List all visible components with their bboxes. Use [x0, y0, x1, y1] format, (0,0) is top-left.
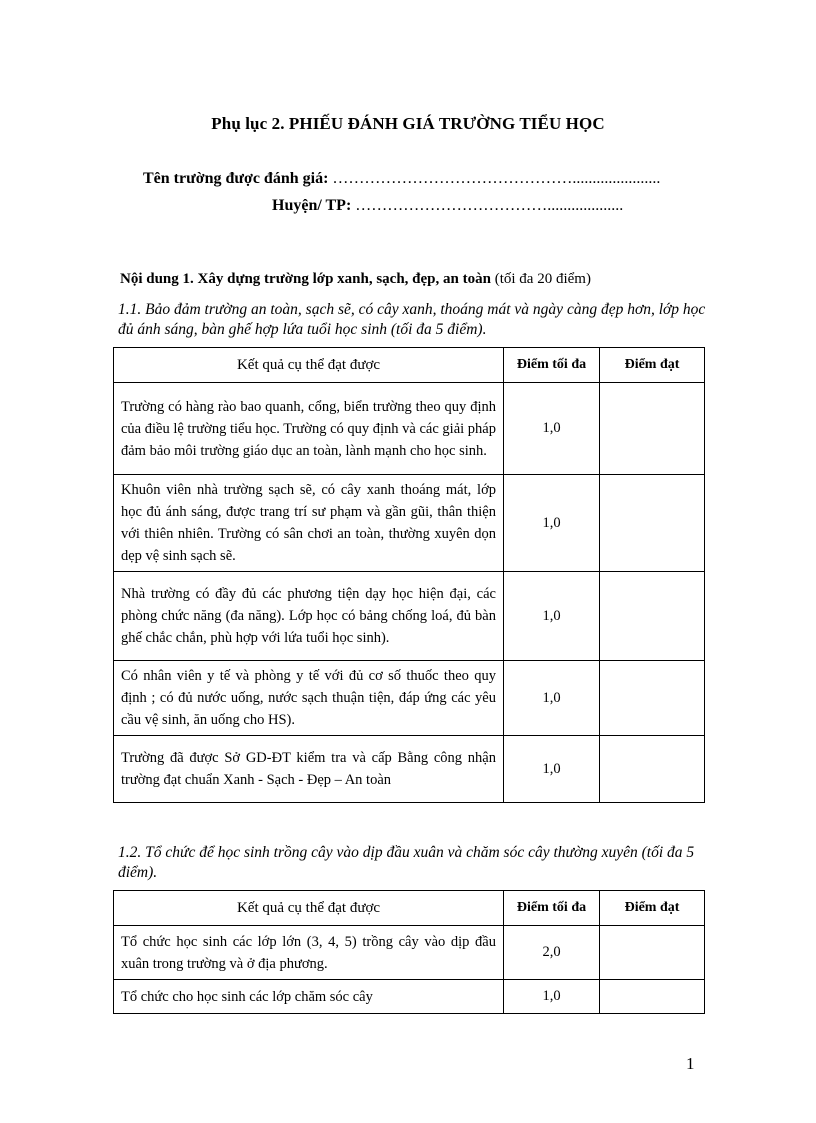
header-result: Kết quả cụ thể đạt được: [114, 891, 504, 926]
section-1-note: (tối đa 20 điểm): [494, 271, 591, 287]
achieved-score-cell[interactable]: [600, 572, 705, 661]
table-row: [114, 572, 705, 661]
section-1-title: Nội dung 1. Xây dựng trường lớp xanh, sạch, đẹp, an toàn: [120, 271, 491, 287]
table-row: [114, 736, 705, 803]
achieved-score-cell[interactable]: [600, 926, 705, 980]
criterion-text: Có nhân viên y tế và phòng y tế với đủ cơ số thuốc theo quy định ; có đủ nước uống, nước sạch thuận tiện, đáp ứng các yêu cầu vệ sinh, ăn uống cho HS).: [114, 661, 504, 736]
max-score: 1,0: [504, 980, 600, 1014]
max-score: 1,0: [504, 661, 600, 736]
school-name-line: [143, 170, 660, 188]
max-score: 1,0: [504, 736, 600, 803]
criterion-text: Trường có hàng rào bao quanh, cổng, biển trường theo quy định của điều lệ trường tiểu học. Trường có quy định và các giải pháp đảm bảo môi trường giáo dục an toàn, lành mạnh cho học sinh.: [114, 383, 504, 475]
max-score: 2,0: [504, 926, 600, 980]
table-row: [114, 383, 705, 475]
table-row: [114, 980, 705, 1014]
header-achieved-score: Điểm đạt: [600, 891, 705, 926]
table-row: [114, 661, 705, 736]
criteria-table-1: [113, 347, 705, 803]
achieved-score-cell[interactable]: [600, 383, 705, 475]
criterion-text: Trường đã được Sở GD-ĐT kiểm tra và cấp Bằng công nhận trường đạt chuẩn Xanh - Sạch - Đẹp – An toàn: [114, 736, 504, 803]
achieved-score-cell[interactable]: [600, 736, 705, 803]
header-result: Kết quả cụ thể đạt được: [114, 348, 504, 383]
district-line: [272, 197, 623, 215]
subsection-1-2: 1.2. Tổ chức để học sinh trồng cây vào dịp đầu xuân và chăm sóc cây thường xuyên (tối đa 5 điểm).: [118, 844, 695, 881]
school-name-dots: ………………………………………......................: [332, 170, 661, 187]
school-name-label: Tên trường được đánh giá:: [143, 170, 329, 187]
criterion-text: Khuôn viên nhà trường sạch sẽ, có cây xanh thoáng mát, lớp học đủ ánh sáng, được trang trí sư phạm và gần gũi, thân thiện với thiên nhiên. Trường có sân chơi an toàn, thường xuyên dọn dẹp vệ sinh sạch sẽ.: [114, 475, 504, 572]
table-row: [114, 475, 705, 572]
table-row: [114, 926, 705, 980]
achieved-score-cell[interactable]: [600, 475, 705, 572]
achieved-score-cell[interactable]: [600, 980, 705, 1014]
max-score: 1,0: [504, 475, 600, 572]
district-label: Huyện/ TP:: [272, 197, 352, 214]
header-max-score: Điểm tối đa: [504, 348, 600, 383]
max-score: 1,0: [504, 572, 600, 661]
page-title: Phụ lục 2. PHIẾU ĐÁNH GIÁ TRƯỜNG TIỂU HỌC: [211, 114, 605, 133]
achieved-score-cell[interactable]: [600, 661, 705, 736]
criteria-table-2: [113, 890, 705, 1014]
district-dots: ………………………………...................: [355, 197, 624, 214]
subsection-1-1: 1.1. Bảo đảm trường an toàn, sạch sẽ, có cây xanh, thoáng mát và ngày càng đẹp hơn, lớp học đủ ánh sáng, bàn ghế hợp lứa tuổi học sinh (tối đa 5 điểm).: [118, 301, 706, 338]
header-achieved-score: Điểm đạt: [600, 348, 705, 383]
max-score: 1,0: [504, 383, 600, 475]
header-max-score: Điểm tối đa: [504, 891, 600, 926]
table-header-row: [114, 348, 705, 383]
criterion-text: Tổ chức học sinh các lớp lớn (3, 4, 5) trồng cây vào dịp đầu xuân trong trường và ở địa phương.: [114, 926, 504, 980]
section-1-heading: [120, 271, 591, 288]
criterion-text: Tổ chức cho học sinh các lớp chăm sóc cây: [114, 980, 504, 1014]
page-number: 1: [686, 1054, 695, 1073]
criterion-text: Nhà trường có đầy đủ các phương tiện dạy học hiện đại, các phòng chức năng (đa năng). Lớp học có bảng chống loá, đủ bàn ghế chắc chắn, phù hợp với lứa tuổi học sinh).: [114, 572, 504, 661]
table-header-row: [114, 891, 705, 926]
